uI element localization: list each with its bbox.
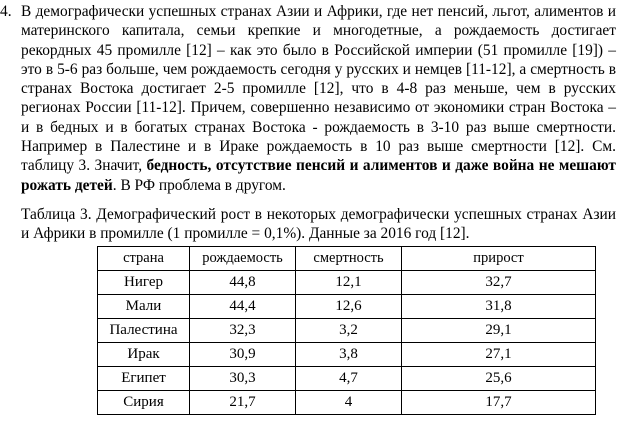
paragraph-text-end: . В РФ проблема в другом. <box>112 176 286 194</box>
cell-birth-rate: 30,3 <box>190 367 296 391</box>
cell-country: Мали <box>98 295 190 319</box>
cell-growth: 32,7 <box>402 271 596 295</box>
header-growth: прирост <box>402 247 596 271</box>
cell-death-rate: 4,7 <box>296 367 402 391</box>
table-header-row <box>98 247 596 271</box>
cell-growth: 31,8 <box>402 295 596 319</box>
header-country: страна <box>98 247 190 271</box>
table-row <box>98 367 596 391</box>
cell-birth-rate: 44,8 <box>190 271 296 295</box>
cell-country: Египет <box>98 367 190 391</box>
paragraph-4 <box>0 2 616 195</box>
cell-death-rate: 12,6 <box>296 295 402 319</box>
cell-country: Ирак <box>98 343 190 367</box>
cell-death-rate: 12,1 <box>296 271 402 295</box>
cell-growth: 27,1 <box>402 343 596 367</box>
cell-growth: 25,6 <box>402 367 596 391</box>
cell-birth-rate: 30,9 <box>190 343 296 367</box>
paragraph-number: 4. <box>0 3 12 20</box>
table-row <box>98 343 596 367</box>
cell-country: Сирия <box>98 391 190 415</box>
table-row <box>98 391 596 415</box>
cell-country: Палестина <box>98 319 190 343</box>
header-death-rate: смертность <box>296 247 402 271</box>
cell-growth: 29,1 <box>402 319 596 343</box>
table-row <box>98 295 596 319</box>
demographics-table <box>97 246 596 415</box>
cell-death-rate: 4 <box>296 391 402 415</box>
cell-death-rate: 3,8 <box>296 343 402 367</box>
table-row <box>98 271 596 295</box>
cell-birth-rate: 21,7 <box>190 391 296 415</box>
cell-death-rate: 3,2 <box>296 319 402 343</box>
cell-birth-rate: 44,4 <box>190 295 296 319</box>
cell-growth: 17,7 <box>402 391 596 415</box>
cell-country: Нигер <box>98 271 190 295</box>
paragraph-bold-text: бедность, отсутствие пенсий и алиментов и даже война не мешают рожать детей <box>21 157 616 194</box>
cell-birth-rate: 32,3 <box>190 319 296 343</box>
table-caption: Таблица 3. Демографический рост в некоторых демографически успешных странах Азии и Африки в промилле (1 промилле = 0,1%). Данные за 2016 год [12]. <box>21 206 616 243</box>
table-row <box>98 319 596 343</box>
header-birth-rate: рождаемость <box>190 247 296 271</box>
paragraph-text: В демографически успешных странах Азии и Африки, где нет пенсий, льгот, алиментов и материнского капитала, семьи крепкие и многодетные, а рождаемость достигает рекордных 45 промилле [12] – как это было в Российской империи (51 промилле [19]) – это в 5-6 раз больше, чем рождаемость сегодня у русских и немцев [11-12], а смертность в странах Востока достигает 2-5 промилле [12], что в 4-8 раз меньше, чем в русских регионах России [11-12]. Причем, совершенно независимо от экономики стран Востока – и в бедных и в богатых странах Востока - рождаемость в 3-10 раз выше смертности. Например в Палестине и в Ираке рождаемость в 10 раз выше смертности [12]. См. таблицу 3. Значит, <box>21 3 616 175</box>
